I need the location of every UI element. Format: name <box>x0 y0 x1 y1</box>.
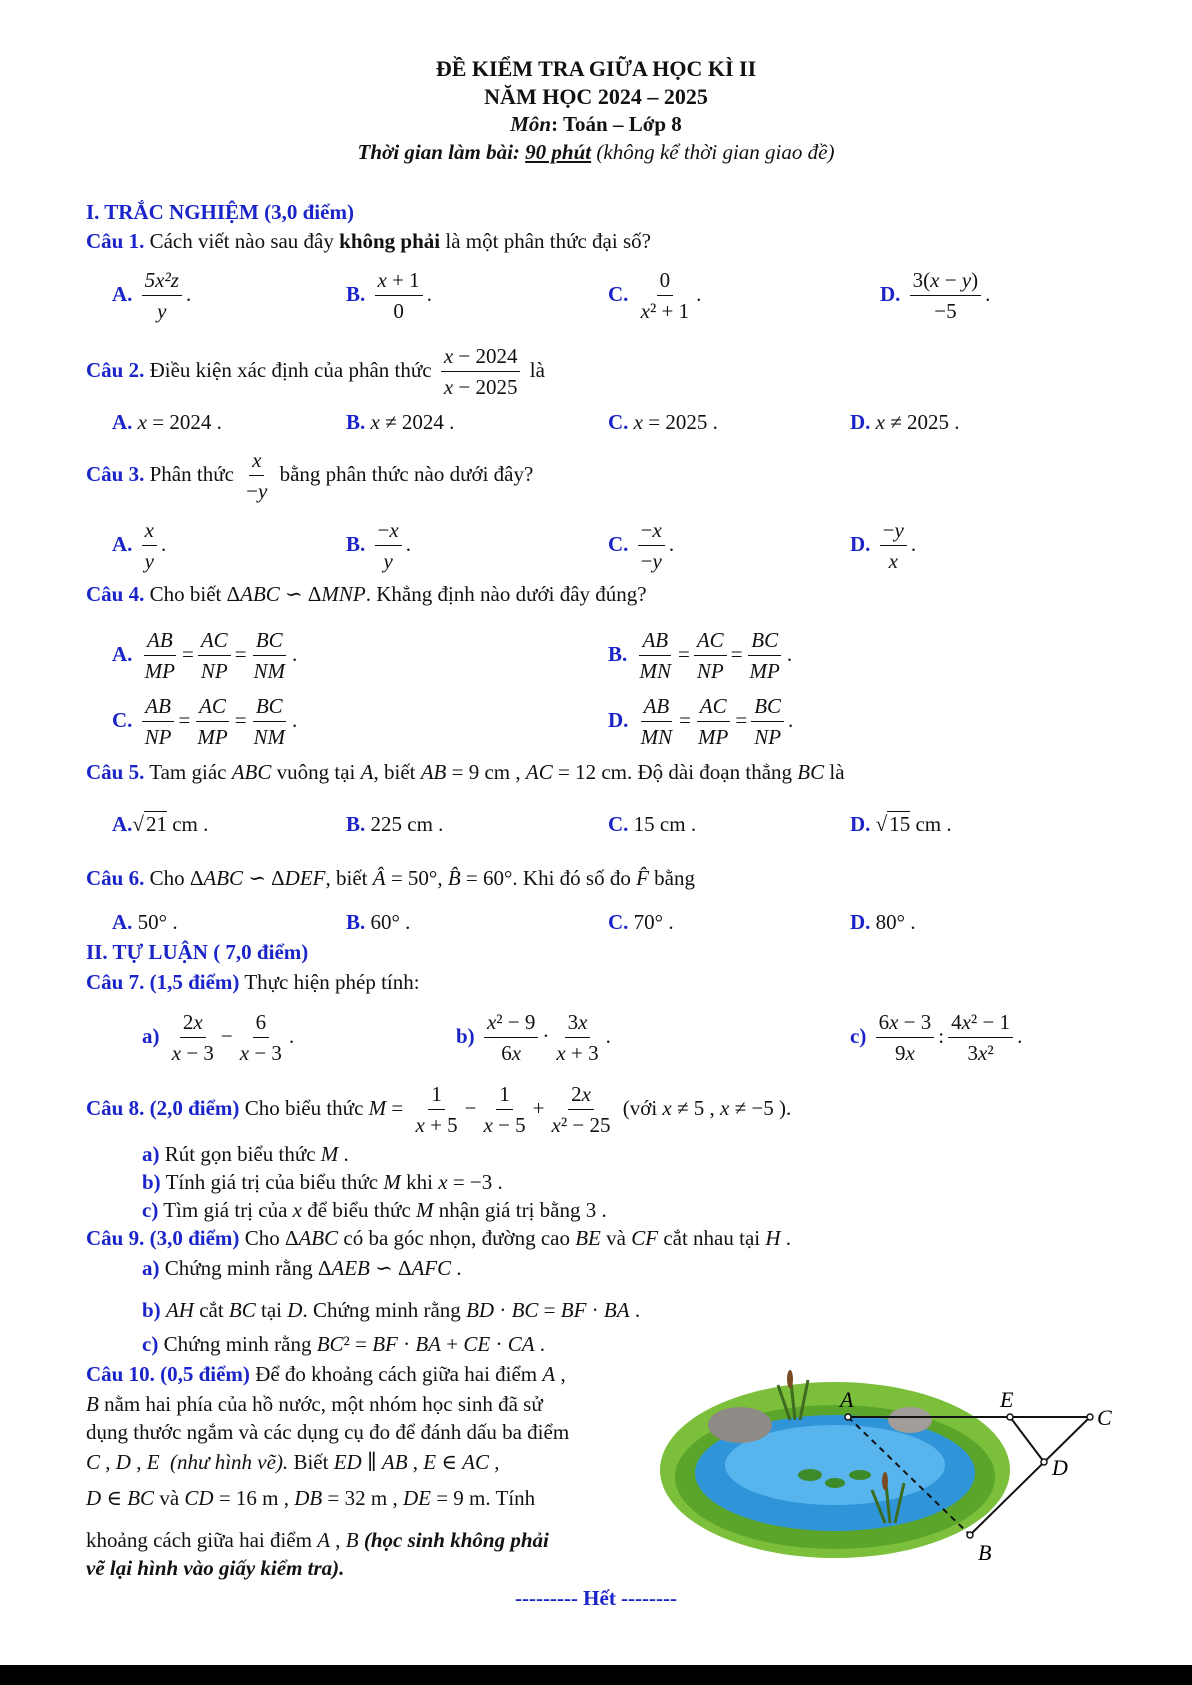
q10-l1: Để đo khoảng cách giữa hai điểm <box>255 1362 538 1386</box>
question-10-line-2: B nằm hai phía của hồ nước, một nhóm học sinh đã sử <box>86 1392 543 1416</box>
label-b: B <box>978 1540 992 1565</box>
q7-label: Câu 7. <box>86 970 145 994</box>
q1-option-d: D. $\frac{3(x - y)}{-5}$ . <box>880 268 991 324</box>
q7-part-c: c) $\frac{6x - 3}{9x}$ : $\frac{\text{4x² − 1}}{\text{3x²}}$ . <box>850 1010 1023 1066</box>
question-6: Câu 6. Cho ΔABC ∽ ΔDEF, biết Â = 50°, B̂ = 60°. Khi đó số đo F̂ bằng <box>86 866 695 890</box>
q3-b-label: B. <box>346 532 366 556</box>
q9-t3: và <box>606 1226 626 1250</box>
q5-option-c: C. 15 cm . <box>608 812 697 836</box>
q3-option-b: B. $\frac{-x}{y}$ . <box>346 518 411 574</box>
q9-c-text: Chứng minh rằng <box>163 1332 312 1356</box>
q1-b-label: B. <box>346 282 366 306</box>
segment-ed <box>1010 1417 1044 1462</box>
question-7 <box>86 970 420 995</box>
time-line <box>0 140 1192 165</box>
q9-text: Cho <box>244 1226 280 1250</box>
time-note: (không kể thời gian giao đề) <box>596 140 835 164</box>
q5-label: Câu 5. <box>86 760 145 784</box>
q2-a-label: A. <box>112 410 133 434</box>
q9-part-a: a) Chứng minh rằng ΔAEB ∽ ΔAFC . <box>142 1256 462 1280</box>
q4-tail: . Khẳng định nào dưới đây đúng? <box>365 582 647 606</box>
bottom-bar <box>0 1665 1192 1685</box>
q9-part-b: b) AH cắt BC tại D. Chứng minh rằng BD · BC = BF · BA . <box>142 1298 641 1322</box>
question-8: Câu 8. (2,0 điểm) Cho biểu thức M = $\frac{1}{x + 5}$ − $\frac{1}{x - 5}$ + $\frac{2x}{\text{x² − 25}}$ (với x ≠ 5 , x ≠ −5 ). <box>86 1082 792 1138</box>
q10-l3: dụng thước ngắm và các dụng cụ đo để đánh dấu ba điểm <box>86 1420 570 1444</box>
q6-text: Cho <box>149 866 185 890</box>
q2-option-c: C. x = 2025 . <box>608 410 718 434</box>
q5-option-a: A.√21 cm . <box>112 812 209 836</box>
lily-pad-3 <box>849 1470 871 1480</box>
q9-t2: có ba góc nhọn, đường cao <box>343 1226 570 1250</box>
question-5: Câu 5. Tam giác ABC vuông tại A, biết AB = 9 cm , AC = 12 cm. Độ dài đoạn thẳng BC là <box>86 760 845 784</box>
q3-text: Phân thức <box>149 462 234 486</box>
q2-tail: là <box>529 358 545 382</box>
q4-a-label: A. <box>112 642 133 666</box>
q8-c-text: Tìm giá trị của <box>163 1198 288 1222</box>
q3-option-a: A. $\frac{x}{y}$ . <box>112 518 167 574</box>
q5-t5: là <box>829 760 845 784</box>
q2-d-label: D. <box>850 410 871 434</box>
question-10-line-4: C , D , E (như hình vẽ). Biết ED ∥ AB , E ∈ AC , <box>86 1450 500 1474</box>
q10-l5b: . Tính <box>485 1486 536 1510</box>
q6-option-d: D. 80° . <box>850 910 916 934</box>
q1-a-label: A. <box>112 282 133 306</box>
label-a: A <box>840 1387 854 1412</box>
q6-t2: , biết <box>325 866 368 890</box>
rock-left <box>708 1407 772 1443</box>
q1-c-label: C. <box>608 282 629 306</box>
q8-c-label: c) <box>142 1198 159 1222</box>
q5-option-d: D. √15 cm . <box>850 812 952 836</box>
q1-text-a: Cách viết nào sau đây <box>149 229 334 253</box>
q10-l7: vẽ lại hình vào giấy kiểm tra). <box>86 1556 345 1580</box>
q1-option-b: B. $\frac{x + 1}{0}$ . <box>346 268 432 324</box>
q1-text-b: là một phân thức đại số? <box>445 229 651 253</box>
time-label: Thời gian làm bài: <box>357 140 520 164</box>
q8-text: Cho biểu thức <box>244 1096 364 1120</box>
q5-c-label: C. <box>608 812 629 836</box>
section-2-heading: II. TỰ LUẬN ( 7,0 điểm) <box>86 940 309 964</box>
q4-option-c: C. $\frac{AB}{NP}$ = $\frac{AC}{MP}$ = $\frac{BC}{NM}$ . <box>112 694 298 750</box>
q4-option-d: D. $\frac{AB}{MN}$ = $\frac{AC}{MP}$ = $\frac{BC}{NP}$ . <box>608 694 794 750</box>
q8-points: (2,0 điểm) <box>149 1096 240 1120</box>
q6-label: Câu 6. <box>86 866 145 890</box>
label-e: E <box>1000 1387 1014 1412</box>
q9-t4: cắt nhau tại <box>663 1226 761 1250</box>
q4-d-label: D. <box>608 708 629 732</box>
q2-text: Điều kiện xác định của phân thức <box>149 358 432 382</box>
question-1 <box>86 229 651 254</box>
q9-part-c: c) Chứng minh rằng BC² = BF · BA + CE · CA . <box>142 1332 546 1356</box>
q4-b-label: B. <box>608 642 628 666</box>
section-1-heading: I. TRẮC NGHIỆM (3,0 điểm) <box>86 200 354 224</box>
q5-option-b: B. 225 cm . <box>346 812 444 836</box>
q8-a-label: a) <box>142 1142 160 1166</box>
q3-option-d: D. $\frac{-y}{x}$ . <box>850 518 917 574</box>
question-10-line-5: D ∈ BC và CD = 16 m , DB = 32 m , DE = 9 m. Tính <box>86 1486 536 1510</box>
q7-part-a: a) $\frac{2x}{x - 3}$ − $\frac{6}{x - 3}$ . <box>142 1010 295 1066</box>
q2-c-label: C. <box>608 410 629 434</box>
q8-part-a: a) Rút gọn biểu thức M . <box>142 1142 349 1166</box>
q10-l6b: (học sinh không phải <box>363 1528 549 1552</box>
end-marker: --------- Hết -------- <box>514 1586 678 1610</box>
q8-b-label: b) <box>142 1170 161 1194</box>
q7-part-b: b) $\frac{\text{x² − 9}}{6x}$ · $\frac{3x}{x + 3}$ . <box>456 1010 611 1066</box>
q1-label: Câu 1. <box>86 229 145 253</box>
lily-pad-2 <box>825 1478 845 1488</box>
q5-b-label: B. <box>346 812 366 836</box>
q10-l4a: (như hình vẽ). <box>170 1450 289 1474</box>
q9-b3-text: tại <box>261 1298 283 1322</box>
q10-label: Câu 10. <box>86 1362 155 1386</box>
q2-label: Câu 2. <box>86 358 145 382</box>
q9-b4-text: . Chứng minh rằng <box>302 1298 461 1322</box>
question-3: Câu 3. Phân thức $\frac{x}{-y}$ bằng phân thức nào dưới đây? <box>86 448 534 504</box>
q5-d-label: D. <box>850 812 871 836</box>
q7-points: (1,5 điểm) <box>149 970 240 994</box>
q8-cond: (với <box>622 1096 658 1120</box>
q5-t4: . Độ dài đoạn thẳng <box>626 760 793 784</box>
q10-points: (0,5 điểm) <box>160 1362 250 1386</box>
q9-a-label: a) <box>142 1256 160 1280</box>
label-d: D <box>1052 1455 1068 1480</box>
q10-l6a: khoảng cách giữa hai điểm <box>86 1528 312 1552</box>
q8-c3-text: nhận giá trị bằng <box>438 1198 581 1222</box>
q3-option-c: C. $\frac{-x}{-y}$ . <box>608 518 675 574</box>
exam-title: ĐỀ KIỂM TRA GIỮA HỌC KÌ II <box>435 56 757 81</box>
subject-line <box>0 112 1192 137</box>
q4-c-label: C. <box>112 708 133 732</box>
q10-l2: nằm hai phía của hồ nước, một nhóm học sinh đã sử <box>104 1392 543 1416</box>
q6-option-a: A. 50° . <box>112 910 178 934</box>
q5-text: Tam giác <box>149 760 227 784</box>
q7-a-label: a) <box>142 1024 160 1048</box>
q8-b2-text: khi <box>406 1170 433 1194</box>
q6-a-label: A. <box>112 910 133 934</box>
q9-label: Câu 9. <box>86 1226 145 1250</box>
q5-t2: vuông tại <box>276 760 356 784</box>
q4-option-b: B. $\frac{AB}{MN}$ = $\frac{AC}{NP}$ = $\frac{BC}{MP}$ . <box>608 628 793 684</box>
q9-points: (3,0 điểm) <box>149 1226 240 1250</box>
q10-l4b: Biết <box>293 1450 329 1474</box>
q7-text: Thực hiện phép tính: <box>244 970 420 994</box>
q1-option-a: A. $\frac{\text{5x²z}}{y}$ . <box>112 268 192 324</box>
q3-a-label: A. <box>112 532 133 556</box>
q5-t3: , biết <box>373 760 416 784</box>
subject-value: : Toán – Lớp 8 <box>551 112 682 136</box>
q2-option-a: A. x = 2024 . <box>112 410 222 434</box>
q6-option-b: B. 60° . <box>346 910 411 934</box>
q6-d-label: D. <box>850 910 871 934</box>
q3-d-label: D. <box>850 532 871 556</box>
q9-b-label: b) <box>142 1298 161 1322</box>
rock-right <box>888 1407 932 1433</box>
q10-l5a: và <box>159 1486 180 1510</box>
question-4: Câu 4. Cho biết ΔABC ∽ ΔMNP. Khẳng định nào dưới đây đúng? <box>86 582 647 606</box>
q6-option-c: C. 70° . <box>608 910 674 934</box>
q1-text-bold: không phải <box>339 229 441 253</box>
question-10-line-7 <box>86 1556 344 1581</box>
time-value: 90 phút <box>525 140 592 164</box>
question-2: Câu 2. Điều kiện xác định của phân thức $\frac{x - 2024}{x - 2025}$ là <box>86 344 545 400</box>
q8-a-text: Rút gọn biểu thức <box>164 1142 316 1166</box>
q8-label: Câu 8. <box>86 1096 145 1120</box>
q9-a-text: Chứng minh rằng <box>164 1256 313 1280</box>
lily-pad-1 <box>798 1469 822 1481</box>
q3-c-label: C. <box>608 532 629 556</box>
q6-c-label: C. <box>608 910 629 934</box>
label-c: C <box>1097 1405 1112 1430</box>
q8-part-c: c) Tìm giá trị của x để biểu thức M nhận giá trị bằng 3 . <box>142 1198 607 1222</box>
q4-option-a: A. $\frac{AB}{MP}$ = $\frac{AC}{NP}$ = $\frac{BC}{NM}$ . <box>112 628 298 684</box>
q4-label: Câu 4. <box>86 582 145 606</box>
q2-b-label: B. <box>346 410 366 434</box>
subject-label: Môn <box>510 112 552 136</box>
q2-option-d: D. x ≠ 2025 . <box>850 410 960 434</box>
q7-c-label: c) <box>850 1024 867 1048</box>
question-10-line-6: khoảng cách giữa hai điểm A , B (học sinh không phải <box>86 1528 549 1552</box>
q9-c-label: c) <box>142 1332 159 1356</box>
q8-b-text: Tính giá trị của biểu thức <box>165 1170 379 1194</box>
q1-option-c: C. $\frac{0}{\text{x² + 1}}$ . <box>608 268 702 324</box>
q1-d-label: D. <box>880 282 901 306</box>
q6-t3: . Khi đó số đo <box>512 866 631 890</box>
q5-a-label: A. <box>112 812 133 836</box>
q6-t4: bằng <box>654 866 695 890</box>
school-year: NĂM HỌC 2024 – 2025 <box>484 84 708 109</box>
question-9: Câu 9. (3,0 điểm) Cho ΔABC có ba góc nhọn, đường cao BE và CF cắt nhau tại H . <box>86 1226 792 1250</box>
q2-option-b: B. x ≠ 2024 . <box>346 410 455 434</box>
question-10-line-1: Câu 10. (0,5 điểm) Để đo khoảng cách giữa hai điểm A , <box>86 1362 566 1386</box>
q7-b-label: b) <box>456 1024 475 1048</box>
q3-tail: bằng phân thức nào dưới đây? <box>279 462 534 486</box>
question-10-line-3 <box>86 1420 569 1445</box>
q8-c2-text: để biểu thức <box>307 1198 411 1222</box>
q3-label: Câu 3. <box>86 462 145 486</box>
q6-b-label: B. <box>346 910 366 934</box>
q4-text: Cho biết <box>149 582 222 606</box>
pond-figure <box>660 1365 1120 1565</box>
q9-b2-text: cắt <box>199 1298 224 1322</box>
q8-part-b: b) Tính giá trị của biểu thức M khi x = −3 . <box>142 1170 503 1194</box>
